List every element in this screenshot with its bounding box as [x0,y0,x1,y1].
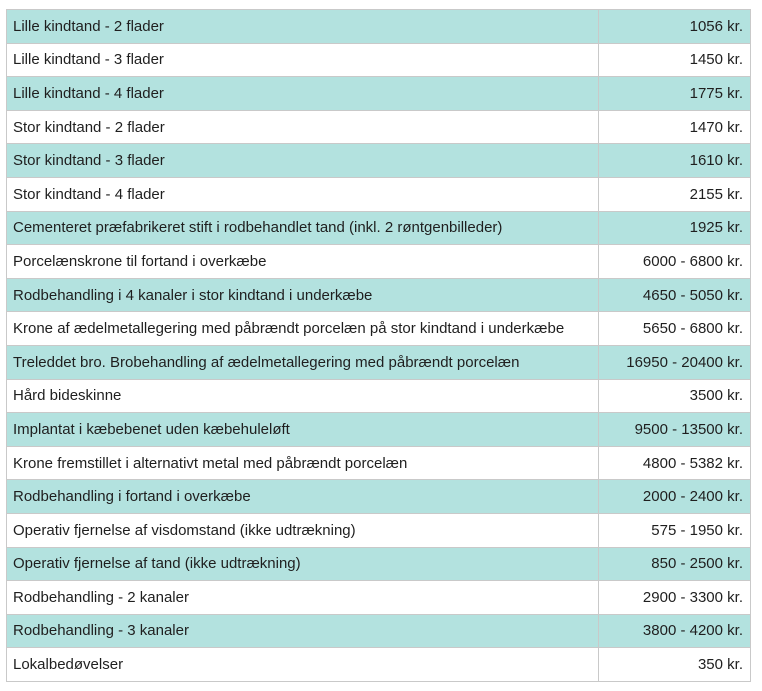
treatment-description: Krone af ædelmetallegering med påbrændt porcelæn på stor kindtand i underkæbe [7,312,599,346]
table-row [7,77,751,111]
treatment-description: Treleddet bro. Brobehandling af ædelmetallegering med påbrændt porcelæn [7,345,599,379]
treatment-description: Operativ fjernelse af tand (ikke udtrækning) [7,547,599,581]
treatment-price: 2900 - 3300 kr. [599,581,751,615]
table-row [7,480,751,514]
treatment-price: 9500 - 13500 kr. [599,413,751,447]
treatment-description: Krone fremstillet i alternativt metal med påbrændt porcelæn [7,446,599,480]
table-row [7,312,751,346]
treatment-price: 4800 - 5382 kr. [599,446,751,480]
table-row [7,278,751,312]
treatment-price: 1925 kr. [599,211,751,245]
treatment-price: 5650 - 6800 kr. [599,312,751,346]
treatment-description: Operativ fjernelse af visdomstand (ikke udtrækning) [7,513,599,547]
treatment-price: 1775 kr. [599,77,751,111]
table-row [7,413,751,447]
table-row [7,648,751,682]
treatment-description: Rodbehandling i fortand i overkæbe [7,480,599,514]
treatment-price: 1470 kr. [599,110,751,144]
table-row [7,446,751,480]
treatment-price: 3800 - 4200 kr. [599,614,751,648]
table-row [7,513,751,547]
treatment-price: 16950 - 20400 kr. [599,345,751,379]
table-row [7,144,751,178]
treatment-price: 1450 kr. [599,43,751,77]
treatment-price: 3500 kr. [599,379,751,413]
treatment-price: 350 kr. [599,648,751,682]
treatment-price: 6000 - 6800 kr. [599,245,751,279]
treatment-price: 1056 kr. [599,10,751,44]
treatment-description: Lokalbedøvelser [7,648,599,682]
table-row [7,614,751,648]
table-row [7,110,751,144]
treatment-price: 850 - 2500 kr. [599,547,751,581]
treatment-description: Rodbehandling - 2 kanaler [7,581,599,615]
treatment-description: Rodbehandling - 3 kanaler [7,614,599,648]
table-row [7,177,751,211]
price-table [6,9,751,682]
price-table-body [7,10,751,682]
table-row [7,211,751,245]
treatment-description: Porcelænskrone til fortand i overkæbe [7,245,599,279]
treatment-price: 2000 - 2400 kr. [599,480,751,514]
treatment-price: 1610 kr. [599,144,751,178]
table-row [7,245,751,279]
treatment-description: Cementeret præfabrikeret stift i rodbehandlet tand (inkl. 2 røntgenbilleder) [7,211,599,245]
table-row [7,10,751,44]
treatment-description: Rodbehandling i 4 kanaler i stor kindtand i underkæbe [7,278,599,312]
treatment-description: Lille kindtand - 2 flader [7,10,599,44]
treatment-price: 4650 - 5050 kr. [599,278,751,312]
treatment-description: Stor kindtand - 3 flader [7,144,599,178]
treatment-description: Hård bideskinne [7,379,599,413]
table-row [7,345,751,379]
treatment-description: Lille kindtand - 3 flader [7,43,599,77]
table-row [7,43,751,77]
treatment-description: Implantat i kæbebenet uden kæbehuleløft [7,413,599,447]
treatment-description: Stor kindtand - 2 flader [7,110,599,144]
table-row [7,379,751,413]
treatment-description: Stor kindtand - 4 flader [7,177,599,211]
table-row [7,547,751,581]
treatment-price: 2155 kr. [599,177,751,211]
table-row [7,581,751,615]
treatment-description: Lille kindtand - 4 flader [7,77,599,111]
treatment-price: 575 - 1950 kr. [599,513,751,547]
